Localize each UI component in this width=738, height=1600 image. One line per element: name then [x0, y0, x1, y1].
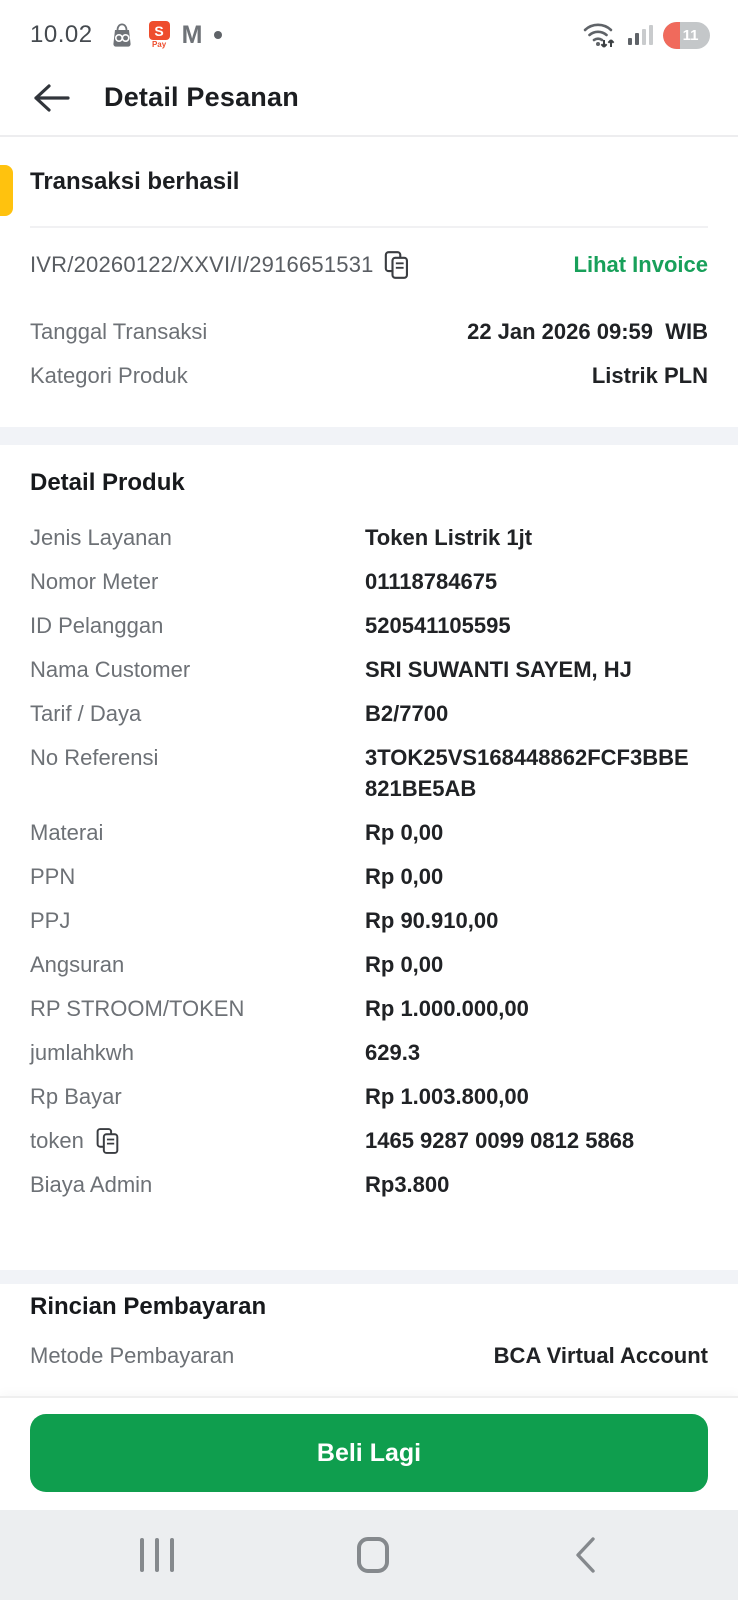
divider [30, 226, 708, 228]
payment-title: Rincian Pembayaran [30, 1293, 267, 1320]
transaction-status-text: Transaksi berhasil [30, 168, 240, 195]
row-value: 22 Jan 2026 09:59 WIB [467, 319, 708, 344]
shopeepay-icon: S Pay [149, 21, 170, 49]
table-row: Jenis Layanan Token Listrik 1jt [30, 525, 533, 550]
table-row: Angsuran Rp 0,00 [30, 952, 444, 977]
battery-icon [663, 22, 710, 49]
page-title: Detail Pesanan [104, 82, 299, 112]
gmail-icon: M [181, 20, 203, 49]
recent-apps-icon[interactable] [140, 1538, 174, 1572]
table-row: Biaya Admin Rp3.800 [30, 1172, 450, 1197]
signal-strength-icon [628, 25, 653, 45]
invoice-number: IVR/20260122/XXVI/I/2916651531 [30, 252, 374, 277]
view-invoice-link[interactable]: Lihat Invoice [573, 252, 708, 277]
transaction-date-row [30, 316, 708, 347]
table-row: jumlahkwh 629.3 [30, 1040, 421, 1065]
home-icon[interactable] [357, 1537, 389, 1573]
product-detail-section [0, 445, 738, 1270]
shopee-bag-icon [107, 20, 137, 50]
table-row: Nama Customer SRI SUWANTI SAYEM, HJ [30, 657, 632, 682]
wifi-icon [580, 20, 618, 50]
clock-text: 10.02 [30, 21, 93, 48]
more-notifications-dot-icon [214, 31, 222, 39]
token-row [30, 1125, 708, 1169]
row-label: Kategori Produk [30, 363, 188, 388]
product-detail-title: Detail Produk [30, 469, 185, 496]
row-label: token [30, 1128, 84, 1153]
battery-percent: 11 [682, 26, 699, 44]
copy-token-icon[interactable] [96, 1127, 121, 1155]
status-accent-bar [0, 165, 13, 216]
app-header [0, 60, 738, 137]
table-row: Nomor Meter 01118784675 [30, 569, 498, 594]
row-label: Metode Pembayaran [30, 1343, 235, 1368]
buy-again-button[interactable]: Beli Lagi [30, 1414, 708, 1492]
row-value: BCA Virtual Account [493, 1343, 708, 1368]
payment-method-row [30, 1340, 708, 1371]
back-arrow-icon[interactable] [30, 75, 76, 121]
row-label: Tanggal Transaksi [30, 319, 208, 344]
payment-section [0, 1284, 738, 1371]
table-row: ID Pelanggan 520541105595 [30, 613, 511, 638]
table-row: Materai Rp 0,00 [30, 820, 444, 845]
status-bar [0, 0, 738, 60]
table-row: PPJ Rp 90.910,00 [30, 908, 499, 933]
row-value: Listrik PLN [591, 363, 708, 388]
table-row: RP STROOM/TOKEN Rp 1.000.000,00 [30, 996, 529, 1021]
product-category-row [30, 360, 708, 427]
section-separator [0, 427, 738, 445]
android-nav-bar [0, 1510, 738, 1600]
table-row: Tarif / Daya B2/7700 [30, 701, 449, 726]
section-separator [0, 1270, 738, 1284]
token-value: 1465 9287 0099 0812 5868 [365, 1128, 635, 1153]
nav-back-icon[interactable] [572, 1535, 598, 1575]
table-row: Rp Bayar Rp 1.003.800,00 [30, 1084, 529, 1109]
transaction-status-section [0, 137, 738, 427]
copy-invoice-icon[interactable] [384, 250, 411, 280]
sticky-footer [0, 1396, 738, 1510]
table-row: PPN Rp 0,00 [30, 864, 444, 889]
table-row: No Referensi 3TOK25VS168448862FCF3BBE821BE5AB [30, 745, 689, 801]
